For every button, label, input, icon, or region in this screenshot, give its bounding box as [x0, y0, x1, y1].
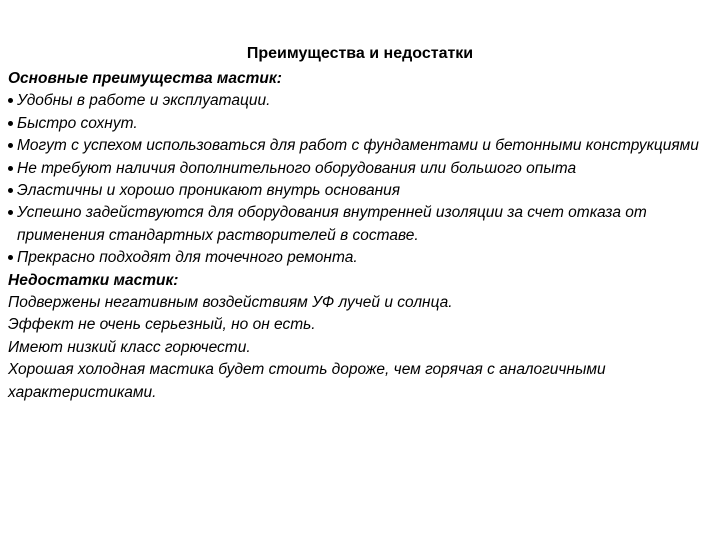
advantage-item: Прекрасно подходят для точечного ремонта.: [8, 247, 714, 269]
slide-content: [8, 68, 714, 404]
disadvantage-item: Эффект не очень серьезный, но он есть.: [8, 316, 316, 334]
disadvantage-item: Хорошая холодная мастика будет стоить дороже, чем горячая с аналогичными характеристиками.: [8, 361, 606, 401]
disadvantages-heading: Недостатки мастик:: [8, 271, 179, 289]
slide-title: Преимущества и недостатки: [246, 45, 474, 62]
disadvantage-item: Подвержены негативным воздействиям УФ лучей и солнца.: [8, 294, 453, 312]
advantage-item: Успешно задействуются для оборудования внутренней изоляции за счет отказа от применения стандартных растворителей в составе.: [8, 202, 714, 247]
advantage-item: Не требуют наличия дополнительного оборудования или большого опыта: [8, 158, 714, 180]
advantage-item: Удобны в работе и эксплуатации.: [8, 90, 714, 112]
advantages-list: [8, 90, 714, 269]
advantage-item: Могут с успехом использоваться для работ с фундаментами и бетонными конструкциями: [8, 135, 714, 157]
advantages-heading: Основные преимущества мастик:: [8, 70, 282, 87]
advantage-item: Эластичны и хорошо проникают внутрь основания: [8, 180, 714, 202]
advantage-item: Быстро сохнут.: [8, 113, 714, 135]
disadvantage-item: Имеют низкий класс горючести.: [8, 338, 251, 356]
